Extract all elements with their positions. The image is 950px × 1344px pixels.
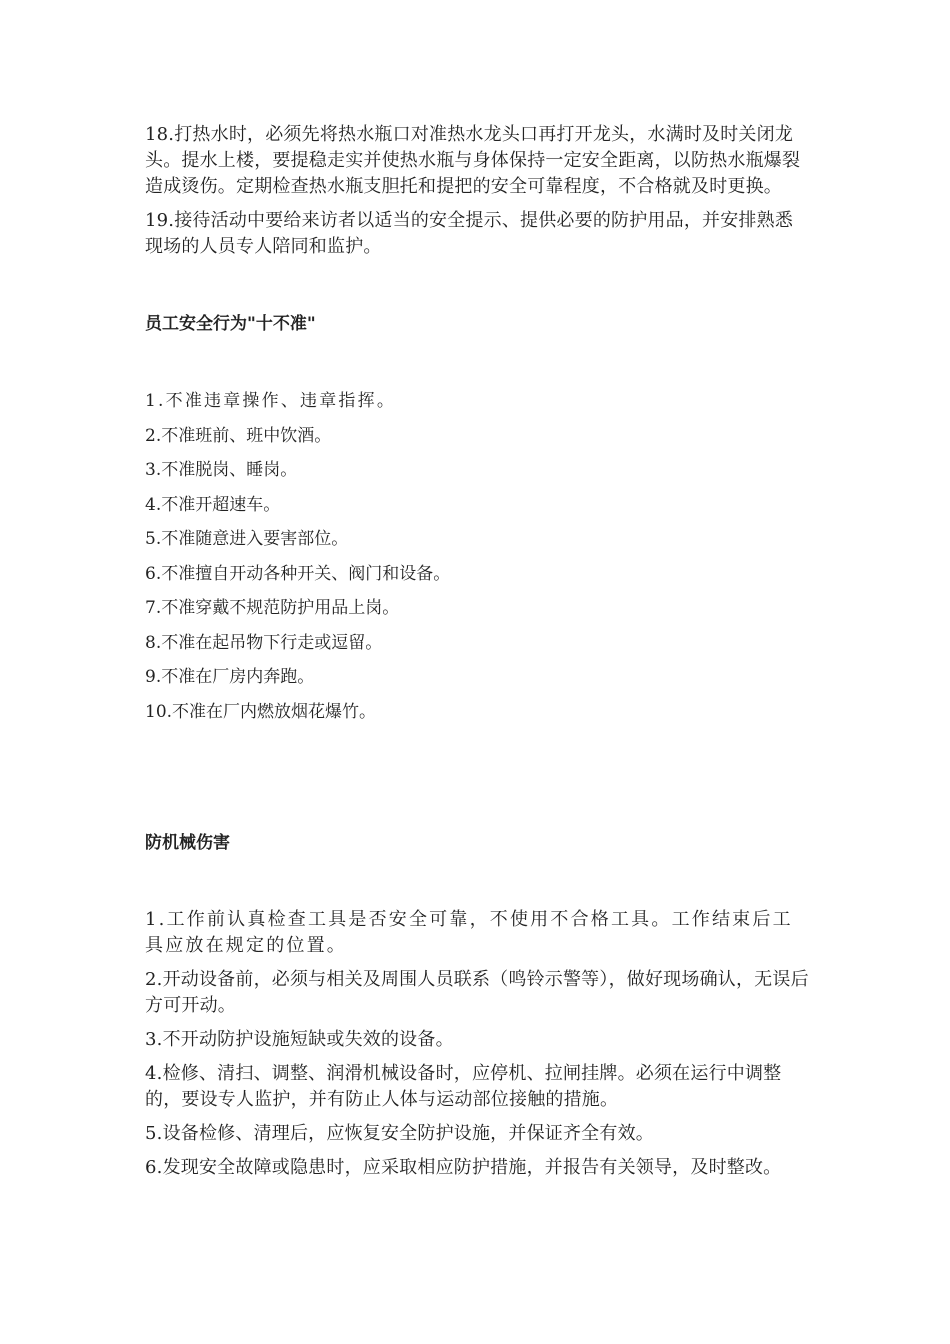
list-item: 4.检修、清扫、调整、润滑机械设备时，应停机、拉闸挂牌。必须在运行中调整的，要设专人监护，并有防止人体与运动部位接触的措施。 xyxy=(145,1062,782,1110)
prohibitions-list xyxy=(145,388,810,725)
list-item: 1.工作前认真检查工具是否安全可靠，不使用不合格工具。工作结束后工具应放在规定的位置。 xyxy=(145,908,793,956)
list-item: 9.不准在厂房内奔跑。 xyxy=(145,667,315,687)
list-item: 2.不准班前、班中饮酒。 xyxy=(145,425,332,446)
list-item: 1.不准违章操作、违章指挥。 xyxy=(145,391,397,411)
paragraph-item-19: 19.接待活动中要给来访者以适当的安全提示、提供必要的防护用品，并安排熟悉现场的人员专人陪同和监护。 xyxy=(145,210,794,257)
list-item: 5.设备检修、清理后，应恢复安全防护设施，并保证齐全有效。 xyxy=(145,1122,654,1144)
section-heading-mechanical-injury: 防机械伤害 xyxy=(145,832,230,853)
list-item: 6.发现安全故障或隐患时，应采取相应防护措施，并报告有关领导，及时整改。 xyxy=(145,1156,782,1178)
list-item: 10.不准在厂内燃放烟花爆竹。 xyxy=(145,701,377,722)
list-item: 4.不准开超速车。 xyxy=(145,494,281,515)
document-page xyxy=(145,122,810,1189)
list-item: 6.不准擅自开动各种开关、阀门和设备。 xyxy=(145,563,451,584)
paragraph-item-18: 18.打热水时，必须先将热水瓶口对准热水龙头口再打开龙头，水满时及时关闭龙头。提水上楼，要提稳走实并使热水瓶与身体保持一定安全距离，以防热水瓶爆裂造成烫伤。定期检查热水瓶支胆托和提把的安全可靠程度，不合格就及时更换。 xyxy=(145,124,801,197)
list-item: 2.开动设备前，必须与相关及周围人员联系（鸣铃示警等），做好现场确认，无误后方可开动。 xyxy=(145,968,809,1016)
list-item: 5.不准随意进入要害部位。 xyxy=(145,529,349,549)
list-item: 8.不准在起吊物下行走或逗留。 xyxy=(145,632,383,653)
list-item: 3.不准脱岗、睡岗。 xyxy=(145,460,298,480)
section-heading-ten-prohibitions: 员工安全行为"十不准" xyxy=(145,314,316,334)
mechanical-safety-list xyxy=(145,907,810,1181)
list-item: 7.不准穿戴不规范防护用品上岗。 xyxy=(145,598,400,618)
list-item: 3.不开动防护设施短缺或失效的设备。 xyxy=(145,1028,454,1050)
